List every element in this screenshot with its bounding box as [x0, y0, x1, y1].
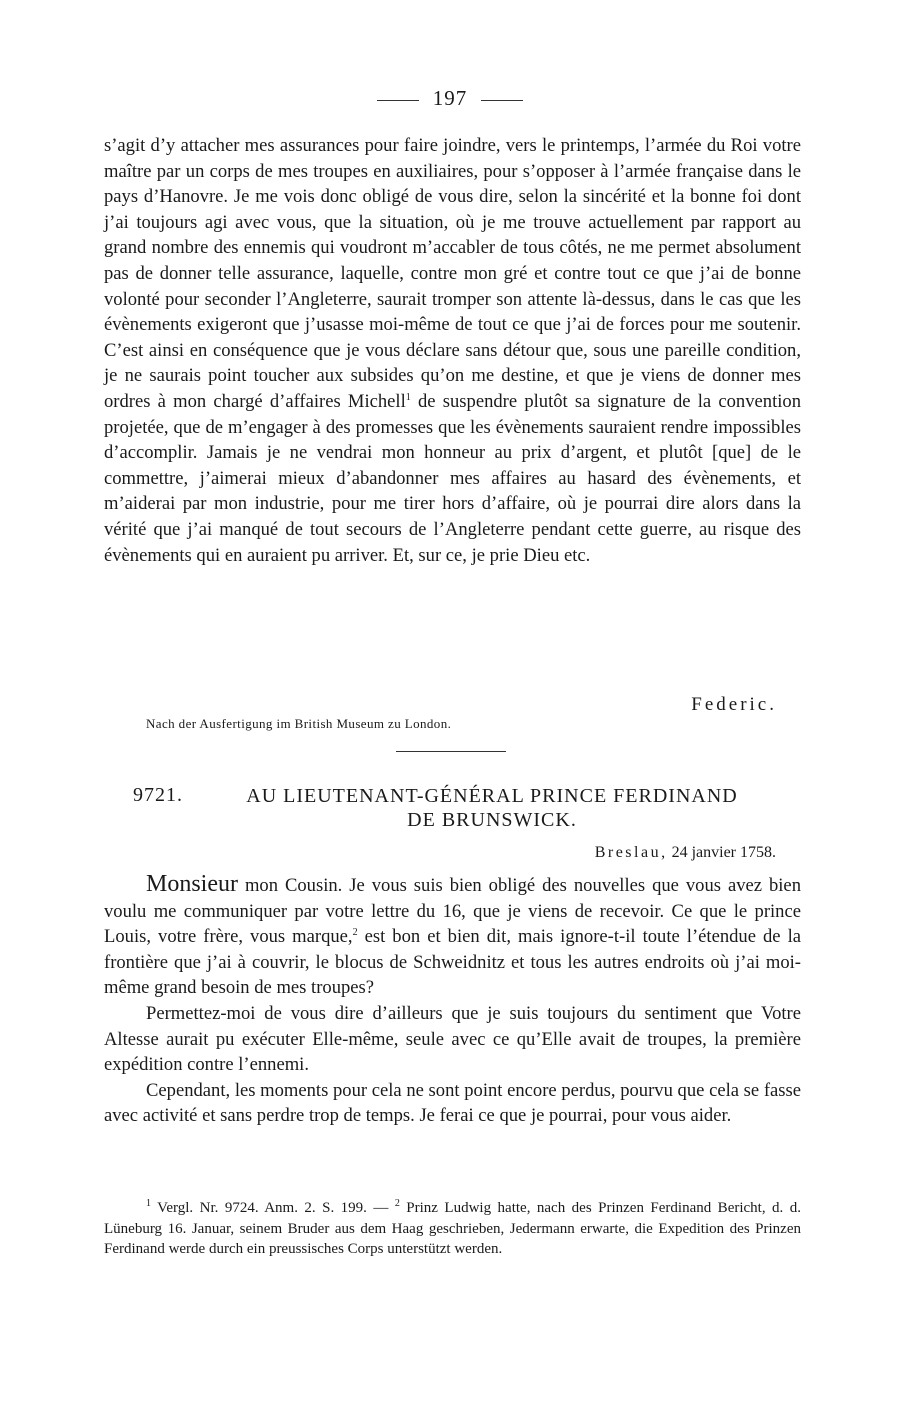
- paragraph-1-text-b: est bon et bien dit, mais ignore-t-il toute l’étendue de la frontière que j’ai à couvrir, le blocus de Schweidnitz et tous les autres endroits où j’ai moi-même grand besoin de mes troupes?: [104, 926, 801, 999]
- footnotes: [104, 1198, 801, 1260]
- section-divider: [396, 751, 506, 752]
- salutation: Monsieur: [146, 871, 238, 897]
- header-rule-left: [377, 100, 419, 101]
- page-header: [0, 86, 900, 111]
- letter-paragraph-2: Permettez-moi de vous dire d’ailleurs que je suis toujours du sentiment que Votre Altesse aurait pu exécuter Elle-même, seule avec ce qu’Elle avait de troupes, la première expédition contre l’ennemi.: [104, 1002, 801, 1076]
- letter1-text-b: de suspendre plutôt sa signature de la convention projetée, que de m’engager à des promesses que les évènements sauraient rendre impossibles d’accomplir. Jamais je ne vendrai mon honneur au prix d’argent, et plutôt [que] de le commettre, j’aimerai mieux d’abandonner mes affaires au hasard des évènements, et m’aiderai par mon industrie, pour me tirer hors d’affaire, où je pourrai dire alors dans la vérité que j’ai manqué de tout secours de l’Angleterre pendant cette guerre, au risque des évènements qui en auraient pu arriver. Et, sur ce, je prie Dieu etc.: [104, 390, 802, 566]
- letter-continuation-paragraph: [104, 133, 801, 568]
- dateline: [595, 844, 776, 862]
- letter-paragraph-3: Cependant, les moments pour cela ne sont point encore perdus, pourvu que cela se fasse avec activité et sans perdre trop de temps. Je ferai ce que je pourrai, pour vous aider.: [104, 1079, 801, 1127]
- dateline-date: 24 janvier 1758.: [667, 844, 776, 861]
- letter-number: 9721.: [133, 784, 183, 806]
- signature: Federic.: [691, 694, 777, 715]
- letter-continuation: [104, 133, 801, 568]
- letter-paragraph-1: [104, 872, 801, 1001]
- letter-body: [104, 872, 801, 1129]
- letter-heading-line2: DE BRUNSWICK.: [407, 809, 577, 831]
- letter-heading: [212, 784, 772, 832]
- letter1-text-a: s’agit d’y attacher mes assurances pour faire joindre, vers le printemps, l’armée du Roi votre maître par un corps de mes troupes en auxiliaires, pour s’opposer à l’armée française dans le pays d’Hanovre. Je me vois donc obligé de vous dire, selon la sincérité et la bonne foi dont j’ai toujours agi avec vous, que la situation, où je me trouve actuellement par rapport au grand nombre des ennemis qui voudront m’accabler de tous côtés, ne me permet absolument pas de donner telle assurance, laquelle, contre mon gré et contre tout ce que j’ai de bonne volonté pour seconder l’Angleterre, saurait tromper son attente là-dessus, dans le cas que les évènements exigeront que j’usasse moi-même de tout ce que j’ai de forces pour me soutenir. C’est ainsi en conséquence que je vous déclare sans détour que, sous une pareille condition, je ne saurais point toucher aux subsides qu’on me destine, et que je viens de donner mes ordres à mon chargé d’affaires Michell: [104, 135, 801, 412]
- dateline-place: Breslau,: [594, 844, 668, 861]
- footnote-ref-1: 1: [405, 391, 411, 403]
- source-note: Nach der Ausfertigung im British Museum zu London.: [146, 716, 452, 731]
- letter-heading-line1: AU LIEUTENANT-GÉNÉRAL PRINCE FERDINAND: [246, 785, 738, 807]
- footnote-2-text: Prinz Ludwig hatte, nach des Prinzen Ferdinand Bericht, d. d. Lüneburg 16. Januar, seinem Bruder aus dem Haag geschrieben, Jedermann erwarte, die Expedition des Prinzen Ferdinand werde durch ein preussisches Corps unterstützt werden.: [104, 1200, 802, 1257]
- header-rule-right: [481, 100, 523, 101]
- page-number: 197: [432, 86, 468, 110]
- footnote-ref-2: 2: [352, 927, 358, 938]
- footnote-1-mark: 1: [146, 1198, 151, 1209]
- footnote-block: [104, 1198, 801, 1260]
- footnote-1-text: Vergl. Nr. 9724. Anm. 2. S. 199. —: [151, 1200, 395, 1216]
- footnote-2-mark: 2: [394, 1198, 400, 1209]
- paragraph-1-text-a: mon Cousin. Je vous suis bien obligé des nouvelles que vous avez bien voulu me communiquer par votre lettre du 16, que je viens de recevoir. Ce que le prince Louis, votre frère, vous marque,: [104, 875, 801, 948]
